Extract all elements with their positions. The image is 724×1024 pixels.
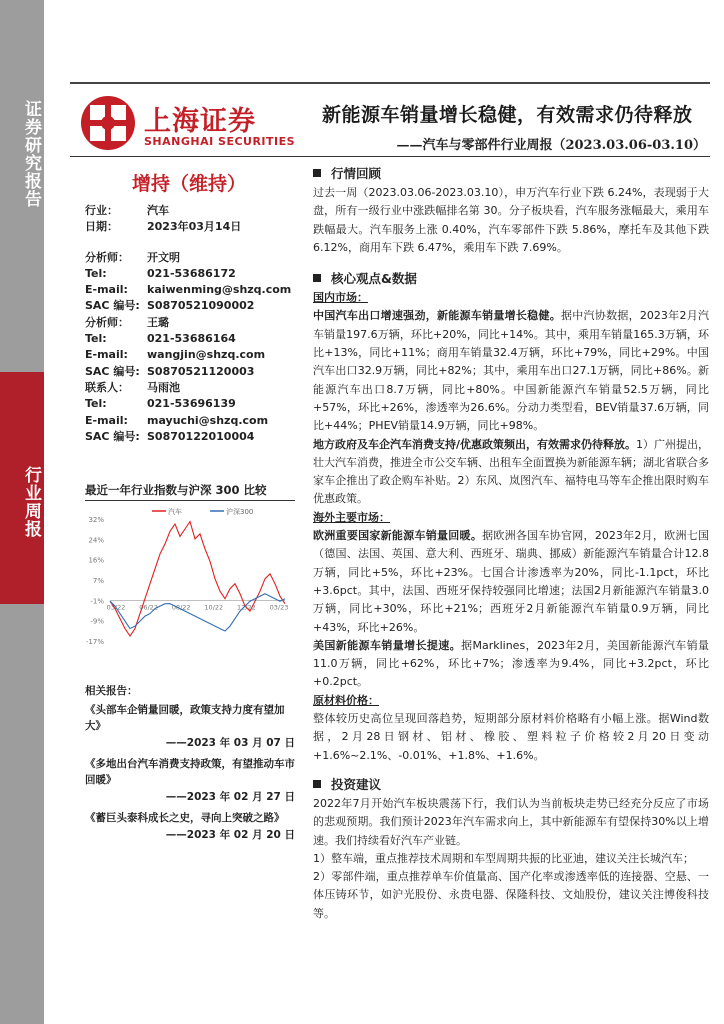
sac-label: SAC 编号: [85, 299, 140, 313]
email-label: E-mail: [85, 348, 128, 362]
section-heading: 投资建议 [313, 775, 709, 795]
paragraph: 1）整车端，重点推荐技术周期和车型周期共振的比亚迪，建议关注长城汽车； [313, 851, 694, 865]
related-report-date: ——2023 年 02 月 27 日 [165, 791, 295, 803]
overseas-label: 海外主要市场： [313, 510, 390, 524]
series-line-auto [110, 522, 285, 637]
bullet-square-icon [313, 780, 321, 788]
email-label: E-mail: [85, 283, 128, 297]
sac-label: SAC 编号: [85, 429, 140, 443]
market-review-text: 过去一周（2023.03.06-2023.03.10），申万汽车行业下跌 6.24%，表现弱于大盘，所有一级行业中涨跌幅排名第 30。分子板块看，汽车服务涨幅最大，乘用车跌幅最大。汽车服务上涨 0.40%，汽车零部件下跌 5.86%，摩托车及其他下跌 6.12%，商用车下跌 6.47%，乘用车下跌 7.69%。 [313, 186, 709, 254]
chart-title-rule [85, 500, 295, 501]
contact-name: 马雨池 [147, 380, 180, 394]
logo-text-en: SHANGHAI SECURITIES [144, 135, 296, 148]
main-content [313, 160, 709, 923]
rating-badge: 增持（维持） [132, 173, 247, 195]
related-report-link[interactable]: 《多地出台汽车消费支持政策，有望推动车市回暖》 [85, 758, 295, 786]
tel-label: Tel: [85, 397, 107, 411]
page-subtitle: ——汽车与零部件行业周报（2023.03.06-03.10） [396, 138, 706, 153]
paragraph: 2）零部件端，重点推荐单车价值量高、国产化率或渗透率低的连接器、空悬、一体压铸环节，如沪光股份、永贵电器、保隆科技、文灿股份，建议关注博俊科技等。 [313, 870, 709, 920]
industry-value: 汽车 [147, 204, 169, 217]
paragraph: 美国新能源车销量增长提速。据Marklines，2023年2月，美国新能源汽车销量11.0万辆，同比+62%，环比+7%；渗透率为9.4%，同比+3.2pct，环比+0.2pct。 [313, 638, 710, 689]
related-header: 相关报告： [85, 685, 138, 697]
analyst-role: 分析师： [85, 315, 129, 329]
sidebar [0, 0, 44, 1024]
analyst-role: 分析师： [85, 250, 129, 264]
y-tick-label: 24% [88, 536, 104, 545]
header-rule [70, 82, 710, 84]
y-tick-label: 7% [92, 577, 104, 585]
tel-label: Tel: [85, 266, 107, 280]
related-report-date: ——2023 年 02 月 20 日 [165, 829, 295, 841]
index-comparison-chart [80, 503, 295, 653]
x-tick-label: 03/23 [269, 603, 289, 612]
analyst-tel: 021-53686164 [147, 332, 236, 346]
sidebar-report-label: 证券研究报告 [21, 100, 41, 208]
title-divider [70, 156, 710, 157]
x-tick-label: 12/22 [237, 603, 256, 612]
contact-email[interactable]: mayuchi@shzq.com [147, 413, 269, 427]
x-tick-label: 10/22 [204, 603, 224, 612]
material-label: 原材料价格： [313, 693, 379, 707]
logo [80, 95, 296, 155]
bullet-square-icon [313, 274, 321, 282]
info-block [85, 203, 300, 445]
related-report-link[interactable]: 《头部车企销量回暖，政策支持力度有望加大》 [85, 704, 285, 732]
legend-label: 沪深300 [226, 508, 254, 516]
analyst-tel: 021-53686172 [147, 266, 236, 280]
y-tick-label: -1% [90, 597, 104, 606]
analyst-name: 王璐 [147, 315, 169, 329]
legend-label: 汽车 [168, 508, 182, 516]
industry-label: 行业： [85, 204, 118, 217]
contact-sac: S0870122010004 [147, 429, 255, 443]
related-report-date: ——2023 年 03 月 07 日 [165, 737, 295, 749]
logo-text-cn: 上海证券 [144, 106, 256, 137]
x-tick-label: 03/22 [106, 603, 126, 612]
contact-tel: 021-53696139 [147, 397, 236, 411]
y-tick-label: 32% [88, 516, 104, 524]
analyst-sac: S0870521120003 [147, 364, 255, 378]
related-report-link[interactable]: 《蓄巨头泰科成长之史，寻向上突破之路》 [85, 812, 285, 824]
y-tick-label: -17% [85, 638, 104, 646]
paragraph: 2022年7月开始汽车板块震荡下行，我们认为当前板块走势已经充分反应了市场的悲观预期。我们预计2023年汽车需求向上，其中新能源车有望保持30%以上增速。我们持续看好汽车产业链。 [313, 796, 709, 847]
analyst-email[interactable]: wangjin@shzq.com [147, 348, 266, 362]
related-reports [85, 683, 295, 848]
chart-title: 最近一年行业指数与沪深 300 比较 [85, 483, 267, 497]
date-label: 日期： [85, 220, 118, 234]
analyst-name: 开文明 [147, 250, 180, 264]
x-tick-label: 06/22 [139, 603, 158, 612]
tel-label: Tel: [85, 332, 107, 346]
analyst-email[interactable]: kaiwenming@shzq.com [147, 283, 292, 297]
sidebar-category-label: 行业周报 [21, 466, 41, 538]
paragraph: 整体较历史高位呈现回落趋势，短期部分原材料价格略有小幅上涨。据Wind数据，2月28日钢材、铝材、橡胶、塑料粒子价格较2月20日变动+1.6%~2.1%、-0.01%、+1.8%、+1.6%。 [313, 712, 709, 762]
y-tick-label: -9% [90, 617, 104, 626]
y-tick-label: 16% [88, 556, 104, 565]
paragraph: 地方政府及车企汽车消费支持/优惠政策频出，有效需求仍待释放。1）广州提出，壮大汽车消费，推进全市公交车辆、出租车全面置换为新能源车辆；湖北省联合多家车企推出了政企购车补贴。2）东风、岚图汽车、福特电马等车企推出限时购车优惠政策。 [313, 437, 710, 506]
bullet-square-icon [313, 169, 321, 177]
section-heading: 行情回顾 [313, 164, 709, 184]
series-line-csi300 [110, 594, 285, 631]
contact-role: 联系人： [85, 380, 129, 394]
logo-emblem-icon [80, 95, 136, 151]
date-value: 2023年03月14日 [147, 220, 242, 234]
sac-label: SAC 编号: [85, 364, 140, 378]
paragraph: 中国汽车出口增速强劲，新能源车销量增长稳健。据中汽协数据，2023年2月汽车销量197.6万辆，环比+20%，同比+14%。其中，乘用车销量165.3万辆，环比+13%，同比+11%；商用车销量32.4万辆，环比+79%，同比+29%。中国汽车出口32.9万辆，同比+82%；其中，乘用车出口27.1万辆，同比+86%。新能源汽车出口8.7万辆，同比+80%。中国新能源汽车销量52.5万辆，同比+57%，环比+26%，渗透率为26.6%。分动力类型看，BEV销量37.6万辆，同比+44%；PHEV销量14.9万辆，同比+98%。 [313, 309, 709, 433]
paragraph: 欧洲重要国家新能源车销量回暖。据欧洲各国车协官网，2023年2月，欧洲七国（德国、法国、英国、意大利、西班牙、瑞典、挪威）新能源汽车销量合计12.8万辆，同比+5%，环比+23%。七国合计渗透率为20%，同比-1.1pct，环比+3.6pct。其中，法国、西班牙保持较强同比增速；法国2月新能源汽车销量3.0万辆，同比+30%，环比+21%；西班牙2月新能源汽车销量0.9万辆，同比+43%，环比+26%。 [313, 529, 709, 634]
domestic-label: 国内市场： [313, 291, 368, 305]
section-heading: 核心观点&数据 [313, 269, 709, 289]
page-title: 新能源车销量增长稳健，有效需求仍待释放 [322, 104, 693, 126]
analyst-sac: S0870521090002 [147, 299, 255, 313]
email-label: E-mail: [85, 413, 128, 427]
x-tick-label: 08/22 [171, 603, 191, 612]
